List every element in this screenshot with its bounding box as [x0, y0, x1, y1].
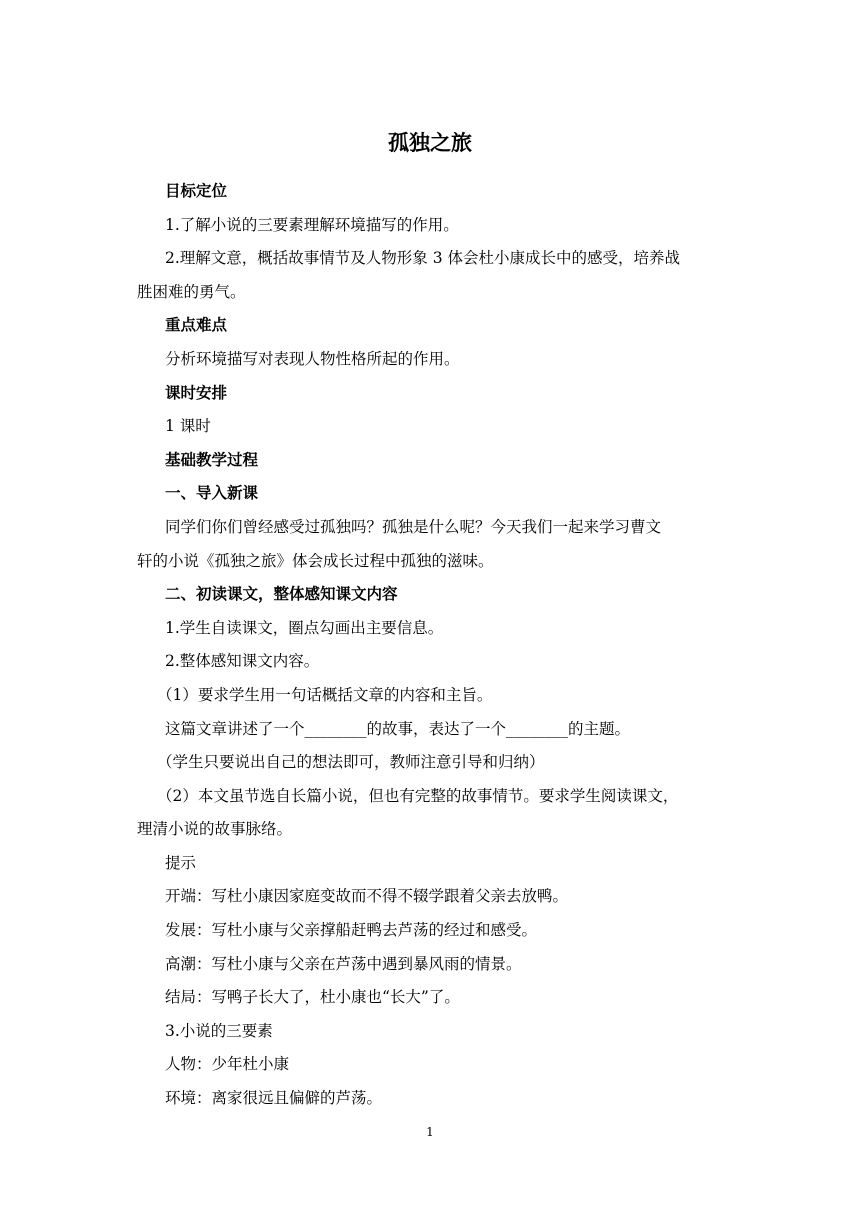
plot-start: 开端：写杜小康因家庭变故而不得不辍学跟着父亲去放鸭。 [165, 887, 569, 906]
goal-item-2-line-2: 胜困难的勇气。 [137, 282, 246, 301]
section-heading-schedule: 课时安排 [165, 383, 228, 402]
section-heading-goal: 目标定位 [165, 182, 228, 200]
part2-sub-2-line-2: 理清小说的故事脉络。 [137, 820, 293, 839]
document-title: 孤独之旅 [388, 131, 472, 155]
plot-climax: 高潮：写杜小康与父亲在芦荡中遇到暴风雨的情景。 [165, 954, 522, 973]
part1-text-line-2: 轩的小说《孤独之旅》体会成长过程中孤独的滋味。 [137, 551, 494, 570]
element-environment: 环境：离家很远且偏僻的芦荡。 [165, 1089, 383, 1108]
element-person: 人物：少年杜小康 [165, 1055, 290, 1074]
plot-develop: 发展：写杜小康与父亲撑船赶鸭去芦荡的经过和感受。 [165, 921, 538, 940]
goal-item-2-line-1: 2.理解文意，概括故事情节及人物形象 3 体会杜小康成长中的感受，培养战 [165, 249, 681, 268]
part2-item-1: 1.学生自读课文，圈点勾画出主要信息。 [165, 618, 444, 637]
part2-item-2: 2.整体感知课文内容。 [165, 652, 320, 671]
page-number: 1 [426, 1125, 434, 1139]
section-heading-process: 基础教学过程 [165, 450, 259, 469]
schedule-item: 1 课时 [165, 417, 211, 436]
section-heading-key-points: 重点难点 [165, 316, 228, 335]
part1-text-line-1: 同学们你们曾经感受过孤独吗？孤独是什么呢？今天我们一起来学习曹文 [165, 517, 662, 536]
key-point-1: 分析环境描写对表现人物性格所起的作用。 [165, 349, 460, 368]
document-body [137, 175, 745, 1116]
part1-heading: 一、导入新课 [165, 484, 259, 503]
part2-note: （学生只要说出自己的想法即可，教师注意引导和归纳） [157, 753, 545, 772]
part2-sub-2-line-1: （2）本文虽节选自长篇小说，但也有完整的故事情节。要求学生阅读课文， [157, 786, 679, 805]
part2-fill-in-blank: 这篇文章讲述了一个________的故事，表达了一个________的主题。 [165, 719, 631, 738]
part2-heading: 二、初读课文，整体感知课文内容 [165, 585, 398, 604]
plot-end: 结局：写鸭子长大了，杜小康也“长大”了。 [165, 988, 460, 1007]
hint-label: 提示 [165, 853, 197, 872]
part2-sub-1: （1）要求学生用一句话概括文章的内容和主旨。 [157, 685, 493, 704]
goal-item-1: 1.了解小说的三要素理解环境描写的作用。 [165, 215, 459, 234]
elements-heading: 3.小说的三要素 [165, 1021, 273, 1040]
